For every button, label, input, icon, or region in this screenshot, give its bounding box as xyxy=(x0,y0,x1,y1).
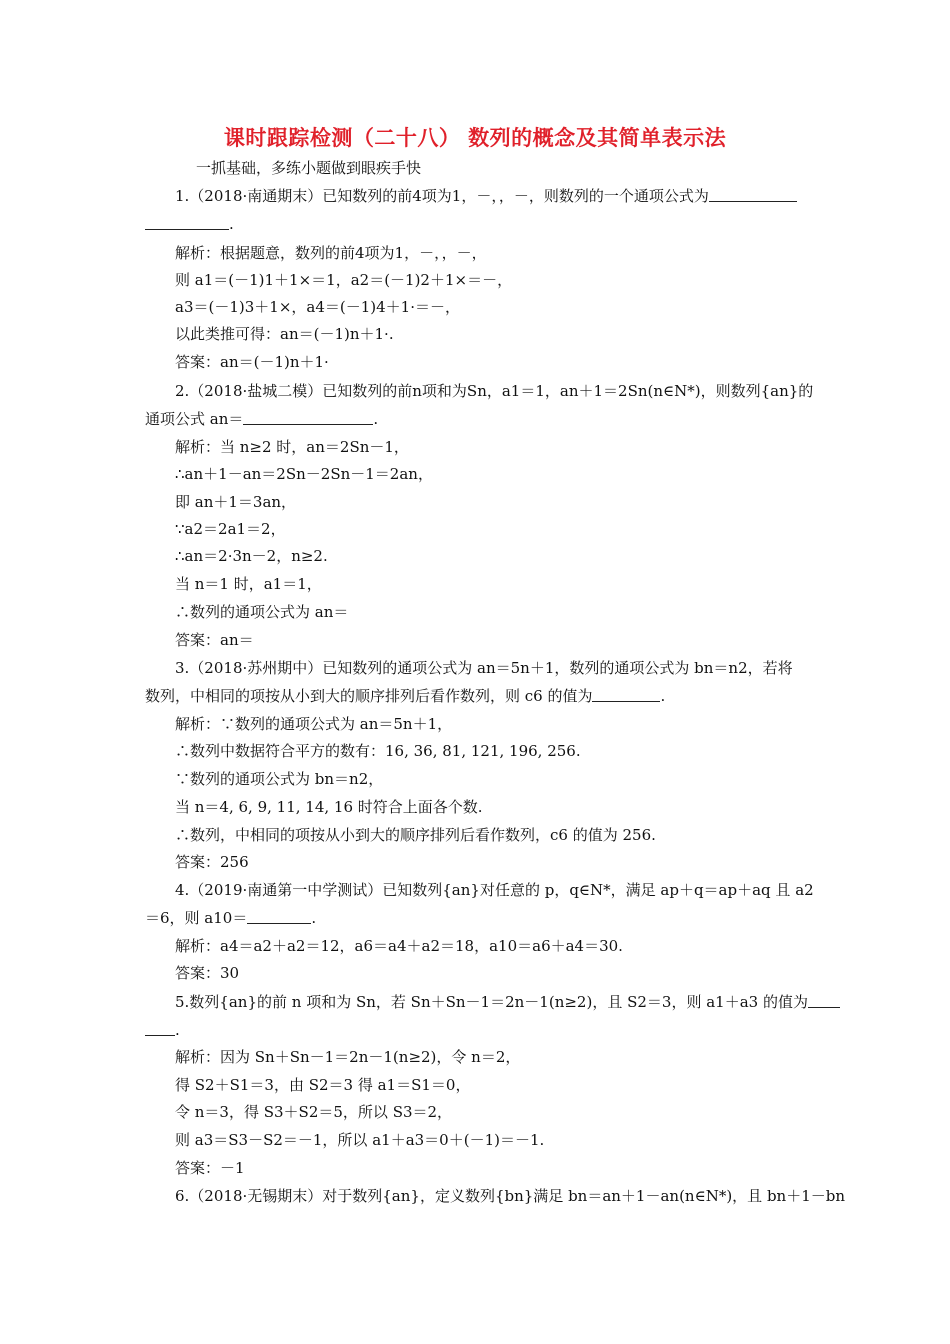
solution-line: 以此类推可得：an＝(－1)n＋1·. xyxy=(175,325,394,343)
solution-line: 解析：a4＝a2＋a2＝12，a6＝a4＋a2＝18，a10＝a6＋a4＝30. xyxy=(175,937,623,955)
solution-line: ∴an＝2·3n－2，n≥2. xyxy=(175,547,328,565)
solution-line: 则 a1＝(－1)1＋1×＝1，a2＝(－1)2＋1×＝－， xyxy=(175,271,513,289)
solution-line: 当 n＝1 时，a1＝1， xyxy=(175,575,322,593)
problem-1-line-2: . xyxy=(145,214,234,234)
problem-5-line-2: . xyxy=(145,1020,180,1040)
solution-line: 得 S2＋S1＝3，由 S2＝3 得 a1＝S1＝0， xyxy=(175,1076,471,1094)
solution-line: ∵a2＝2a1＝2， xyxy=(175,520,286,538)
answer-line: 答案：an＝ xyxy=(175,631,254,649)
solution-line: ∴an＋1－an＝2Sn－2Sn－1＝2an， xyxy=(175,465,433,483)
problem-3-line-2: 数列，中相同的项按从小到大的顺序排列后看作数列，则 c6 的值为 . xyxy=(145,687,666,705)
problem-3-line-1: 3.（2018·苏州期中）已知数列的通项公式为 an＝5n＋1，数列的通项公式为 bn＝n2，若将 xyxy=(175,659,793,677)
answer-line: 答案：30 xyxy=(175,964,240,982)
answer-line: 答案：－1 xyxy=(175,1159,245,1177)
solution-line: 则 a3＝S3－S2＝－1，所以 a1＋a3＝0＋(－1)＝－1. xyxy=(175,1131,545,1149)
answer-line: 答案：256 xyxy=(175,853,249,871)
problem-2-line-2: 通项公式 an＝ . xyxy=(145,410,379,428)
problem-2-line-1: 2.（2018·盐城二模）已知数列的前n项和为Sn，a1＝1，an＋1＝2Sn(n∈N*)，则数列{an}的 xyxy=(175,382,814,400)
solution-line: 解析：∵数列的通项公式为 an＝5n＋1， xyxy=(175,715,453,733)
solution-line: 即 an＋1＝3an， xyxy=(175,493,297,511)
problem-4-line-2: ＝6，则 a10＝ . xyxy=(145,909,317,927)
answer-line: 答案：an＝(－1)n＋1· xyxy=(175,353,329,371)
problem-5-line-1: 5.数列{an}的前 n 项和为 Sn，若 Sn＋Sn－1＝2n－1(n≥2)，且 S2＝3，则 a1＋a3 的值为 xyxy=(175,992,840,1012)
problem-6-line-1: 6.（2018·无锡期末）对于数列{an}，定义数列{bn}满足 bn＝an＋1－an(n∈N*)，且 bn＋1－bn xyxy=(175,1187,846,1205)
solution-line: ∵数列的通项公式为 bn＝n2， xyxy=(175,770,384,788)
problem-4-line-1: 4.（2019·南通第一中学测试）已知数列{an}对任意的 p，q∈N*，满足 ap＋q＝ap＋aq 且 a2 xyxy=(175,881,814,899)
solution-line: 解析：因为 Sn＋Sn－1＝2n－1(n≥2)，令 n＝2， xyxy=(175,1048,521,1066)
solution-line: 当 n＝4, 6, 9, 11, 14, 16 时符合上面各个数. xyxy=(175,798,483,816)
page-title: 课时跟踪检测（二十八） 数列的概念及其简单表示法 xyxy=(223,126,727,150)
solution-line: 解析：当 n≥2 时，an＝2Sn－1， xyxy=(175,438,409,456)
problem-1-line-1: 1.（2018·南通期末）已知数列的前4项为1，－，，－，则数列的一个通项公式为 xyxy=(175,186,797,206)
solution-line: a3＝(－1)3＋1×，a4＝(－1)4＋1·＝－， xyxy=(175,298,460,316)
solution-line: ∴数列中数据符合平方的数有：16, 36, 81, 121, 196, 256. xyxy=(175,742,581,760)
solution-line: ∴数列的通项公式为 an＝ xyxy=(175,603,349,621)
solution-line: 解析：根据题意，数列的前4项为1，－，，－， xyxy=(175,244,487,262)
section-heading: 一抓基础，多练小题做到眼疾手快 xyxy=(196,159,422,177)
solution-line: 令 n＝3，得 S3＋S2＝5，所以 S3＝2， xyxy=(175,1103,453,1121)
solution-line: ∴数列，中相同的项按从小到大的顺序排列后看作数列，c6 的值为 256. xyxy=(175,826,656,844)
